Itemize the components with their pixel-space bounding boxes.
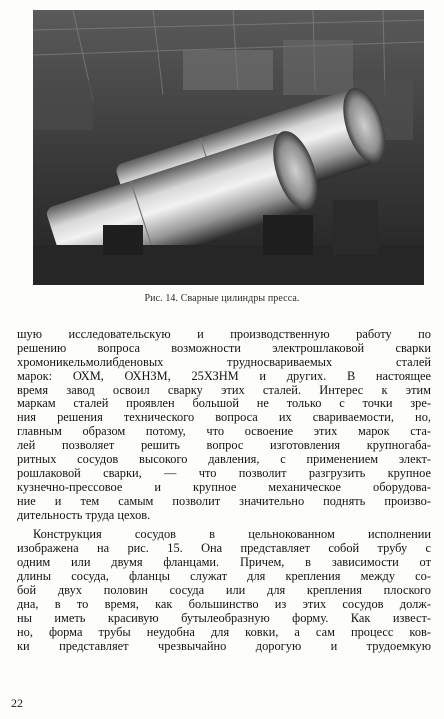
- text-line: ритных сосудов высокого давления, с применением элект-: [17, 452, 431, 467]
- text-line: одним или двумя фланцами. Причем, в зависимости от: [17, 555, 431, 570]
- text-line: бой двух половин сосуда или для крепления плоского: [17, 583, 431, 598]
- text-line: дна, в то время, как большинство из этих сосудов долж-: [17, 596, 431, 611]
- photo-drawing: [33, 10, 424, 285]
- text-line: ки представляет чрезвычайно дорогую и трудоемкую: [17, 638, 431, 653]
- text-line: изображена на рис. 15. Она представляет собой трубу с: [17, 541, 431, 556]
- text-line: время завод освоил сварку этих сталей. Интерес к этим: [17, 382, 431, 397]
- text-line: ны иметь красивую бутылеобразную форму. Как извест-: [17, 610, 431, 625]
- text-line: рошлаковой сварки, — что позволит разгрузить крупное: [17, 465, 431, 480]
- figure-caption: Рис. 14. Сварные цилиндры пресса.: [144, 293, 300, 304]
- paragraph-1: [17, 328, 431, 522]
- text-line: марок: ОХМ, ОХНЗМ, 25ХЗНМ и других. В настоящее: [17, 368, 431, 383]
- paragraph-2: [17, 528, 431, 653]
- text-line: Конструкция сосудов в цельнокованном исполнении: [33, 527, 431, 542]
- text-line: хромоникельмолибденовых трудносвариваемых сталей: [17, 354, 431, 369]
- text-line: дительность труда цехов.: [17, 507, 151, 522]
- text-line: маркам сталей проявлен большой не только с точки зре-: [17, 396, 431, 411]
- body-text: [17, 328, 431, 653]
- page-number: 22: [11, 696, 23, 710]
- press-cylinders-photo: [33, 10, 424, 285]
- text-line: длины сосуда, фланцы служат для крепления между со-: [17, 569, 431, 584]
- text-line: но, форма трубы неудобна для ковки, а сам процесс ков-: [17, 624, 431, 639]
- text-line: ния решения технического вопроса их свариваемости, но,: [17, 410, 431, 425]
- text-line: решению вопроса возможности электрошлаковой сварки: [17, 340, 431, 355]
- text-line: ние и тем самым позволит значительно поднять произво-: [17, 493, 431, 508]
- text-line: лей позволяет решить вопрос изготовления крупногаба-: [17, 438, 431, 453]
- text-line: шую исследовательскую и производственную работу по: [17, 327, 431, 341]
- text-line: кузнечно-прессовое и крупное механическое оборудова-: [17, 479, 431, 494]
- text-line: главным образом потому, что освоение этих марок ста-: [17, 424, 431, 439]
